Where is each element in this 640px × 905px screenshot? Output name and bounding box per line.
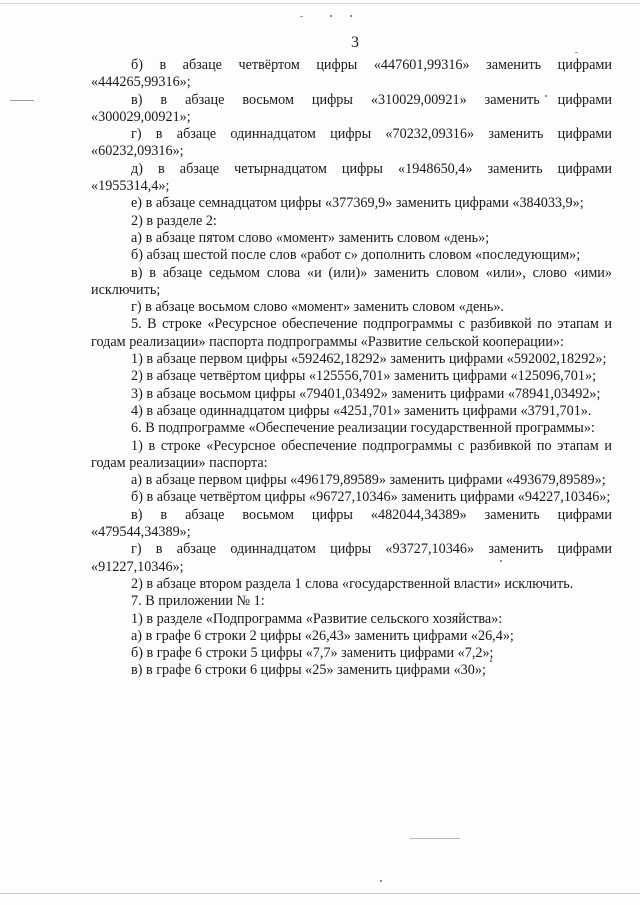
paragraph: г) в абзаце восьмом слово «момент» заменить словом «день». (131, 299, 504, 316)
scan-artifact-dot (330, 15, 332, 17)
paragraph: а) в графе 6 строки 2 цифры «26,43» заменить цифрами «26,4»; (131, 627, 514, 644)
scan-artifact-dot (380, 880, 382, 882)
paragraph: 1) в разделе «Подпрограмма «Развитие сельского хозяйства»: (131, 610, 503, 627)
paragraph: 3) в абзаце восьмом цифры «79401,03492» заменить цифрами «78941,03492»; (131, 385, 601, 402)
paragraph: 2) в абзаце втором раздела 1 слова «государственной власти» исключить. (131, 575, 574, 592)
paragraph: а) в абзаце пятом слово «момент» заменить словом «день»; (131, 229, 490, 246)
scan-artifact-line (0, 893, 640, 894)
paragraph: в) в абзаце восьмом цифры «310029,00921» заменить цифрами «300029,00921»; (91, 91, 612, 125)
paragraph: г) в абзаце одиннадцатом цифры «93727,10346» заменить цифрами «91227,10346»; (91, 541, 612, 575)
paragraph: в) в абзаце восьмом цифры «482044,34389» заменить цифрами «479544,34389»; (91, 506, 612, 541)
paragraph: 5. В строке «Ресурсное обеспечение подпрограммы с разбивкой по этапам и годам реализации» паспорта подпрограммы «Развитие сельской кооперации»: (91, 316, 612, 350)
paragraph: 4) в абзаце одиннадцатом цифры «4251,701» заменить цифрами «3791,701». (131, 402, 592, 419)
scan-artifact-dot (350, 15, 352, 17)
paragraph: в) в графе 6 строки 6 цифры «25» заменить цифрами «30»; (131, 662, 486, 679)
paragraph: г) в абзаце одиннадцатом цифры «70232,09316» заменить цифрами «60232,09316»; (91, 126, 612, 160)
paragraph: 1) в строке «Ресурсное обеспечение подпрограммы с разбивкой по этапам и годам реализации» паспорта: (91, 437, 612, 471)
paragraph: 2) в разделе 2: (131, 212, 217, 229)
scan-artifact-line (300, 16, 303, 17)
document-body (91, 57, 612, 680)
paragraph: е) в абзаце семнадцатом цифры «377369,9» заменить цифрами «384033,9»; (131, 195, 584, 212)
paragraph: в) в абзаце седьмом слова «и (или)» заменить словом «или», слово «ими» исключить; (91, 264, 612, 298)
paragraph: б) абзац шестой после слов «работ с» дополнить словом «последующим»; (131, 247, 581, 264)
paragraph: б) в графе 6 строки 5 цифры «7,7» заменить цифрами «7,2»; (131, 645, 494, 662)
paragraph: 7. В приложении № 1: (131, 593, 265, 610)
paragraph: 6. В подпрограмме «Обеспечение реализации государственной программы»: (131, 420, 595, 437)
paragraph: д) в абзаце четырнадцатом цифры «1948650,4» заменить цифрами «1955314,4»; (91, 160, 612, 195)
paragraph: б) в абзаце четвёртом цифры «447601,99316» заменить цифрами «444265,99316»; (91, 57, 612, 91)
paragraph: 2) в абзаце четвёртом цифры «125556,701» заменить цифрами «125096,701»; (131, 368, 597, 385)
scan-artifact-line (410, 838, 460, 839)
scan-artifact-line (575, 52, 578, 53)
scan-artifact-line (0, 3, 640, 4)
page-number: 3 (351, 34, 359, 51)
scan-artifact-line (10, 100, 34, 101)
paragraph: б) в абзаце четвёртом цифры «96727,10346» заменить цифрами «94227,10346»; (131, 489, 611, 506)
paragraph: 1) в абзаце первом цифры «592462,18292» заменить цифрами «592002,18292»; (131, 351, 607, 368)
paragraph: а) в абзаце первом цифры «496179,89589» заменить цифрами «493679,89589»; (131, 472, 606, 489)
